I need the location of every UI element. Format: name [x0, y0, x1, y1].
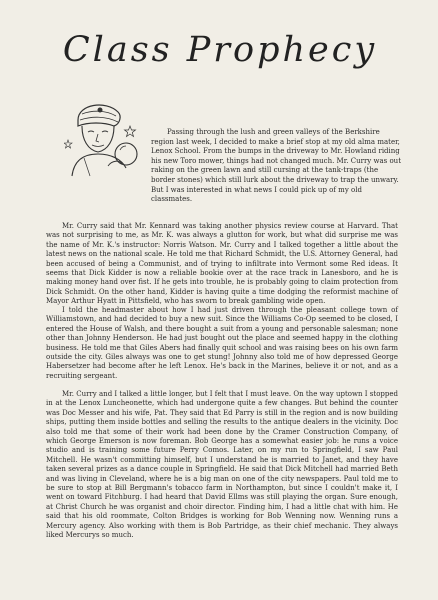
page-title: Class Prophecy: [62, 30, 378, 70]
paragraph-4: Mr. Curry and I talked a little longer, but I felt that I must leave. On the way uptown I stopped in at the Lenox Luncheonette, which had undergone quite a few changes. But behind the counter was Doc Messer and his wife, Pat. They said that Ed Parry is still in the region and is now building ships, putting them inside bottles and selling the results to the antique dealers in the vicinity. Doc also told me that some of their work had been done by the Cramer Construction Company, of which George Emerson is now foreman. Bob George has a somewhat easier job: he runs a voice studio and is training some future Perry Comos. Later, on my run to Springfield, I saw Paul Mitchell. He wasn't committing himself, but I understand he is married to Janet, and they have taken several prizes as a dance couple in Springfield. He said that Dick Mitchell had married Beth and was living in Cleveland, where he is a big man on one of the city newspapers. Paul told me to be sure to stop at Bill Bergmann's tobacco farm in Northampton, but since I couldn't make it, I went on toward Fitchburg. I had heard that David Ellms was still playing the organ. Sure enough, at Christ Church he was organist and choir director. Finding him, I had a little chat with him. He said that his old roommate, Colton Bridges is working for Bob Wenning now. Wenning runs a Mercury agency. Also working with them is Bob Partridge, as their chief mechanic. They always liked Mercurys so much.: [46, 390, 398, 540]
intro-paragraph: [151, 128, 401, 205]
paragraph-2: Mr. Curry said that Mr. Kennard was taking another physics review course at Harvard. That was not surprising to me, as Mr. K. was always a glutton for work, but what did surprise me was the name of Mr. K.'s instructor: Norris Watson. Mr. Curry and I talked together a little about the latest news on the national scale. He told me that Richard Schmidt, the U.S. Attorney General, had been accused of being a Communist, and of trying to infiltrate into Vermont some Red ideas. It seems that Dick Kidder is now a reliable bookie over at the race track in Lanesboro, and he is making money hand over fist. If he gets into trouble, he is probably going to claim protection from Dick Schmidt. On the other hand, Kidder is having quite a time dodging the reformist machine of Mayor Arthur Hyatt in Pittsfield, who has sworn to break gambling wide open.: [46, 222, 398, 306]
intro-text: Passing through the lush and green valleys of the Berkshire region last week, I decided to make a brief stop at my old alma mater, Lenox School. From the bumps in the driveway to Mr. Howland riding his new Toro mower, things had not changed much. Mr. Curry was out raking on the green lawn and still cursing at the tank-traps (the border stones) which still lurk about the driveway to trap the unwary. But I was interested in what news I could pick up of my old classmates.: [151, 128, 402, 204]
paragraph-3: I told the headmaster about how I had just driven through the pleasant college town of Williamstown, and had decided to buy a new suit. Since the Williams Co-Op seemed to be closed, I entered the House of Walsh, and there bought a suit from a young and personable salesman; none other than Johnny Henderson. He had just bought out the place and seemed happy in the clothing business. He told me that Giles Abers had finally quit school and was raising bees on his own farm outside the city. Giles always was one to get stung! Johnny also told me of how depressed George Habersetzer had become after he left Lenox. He's back in the Marines, believe it or not, and as a recruiting sergeant.: [46, 306, 398, 380]
crystal-ball-gazer-illustration: [64, 96, 140, 180]
